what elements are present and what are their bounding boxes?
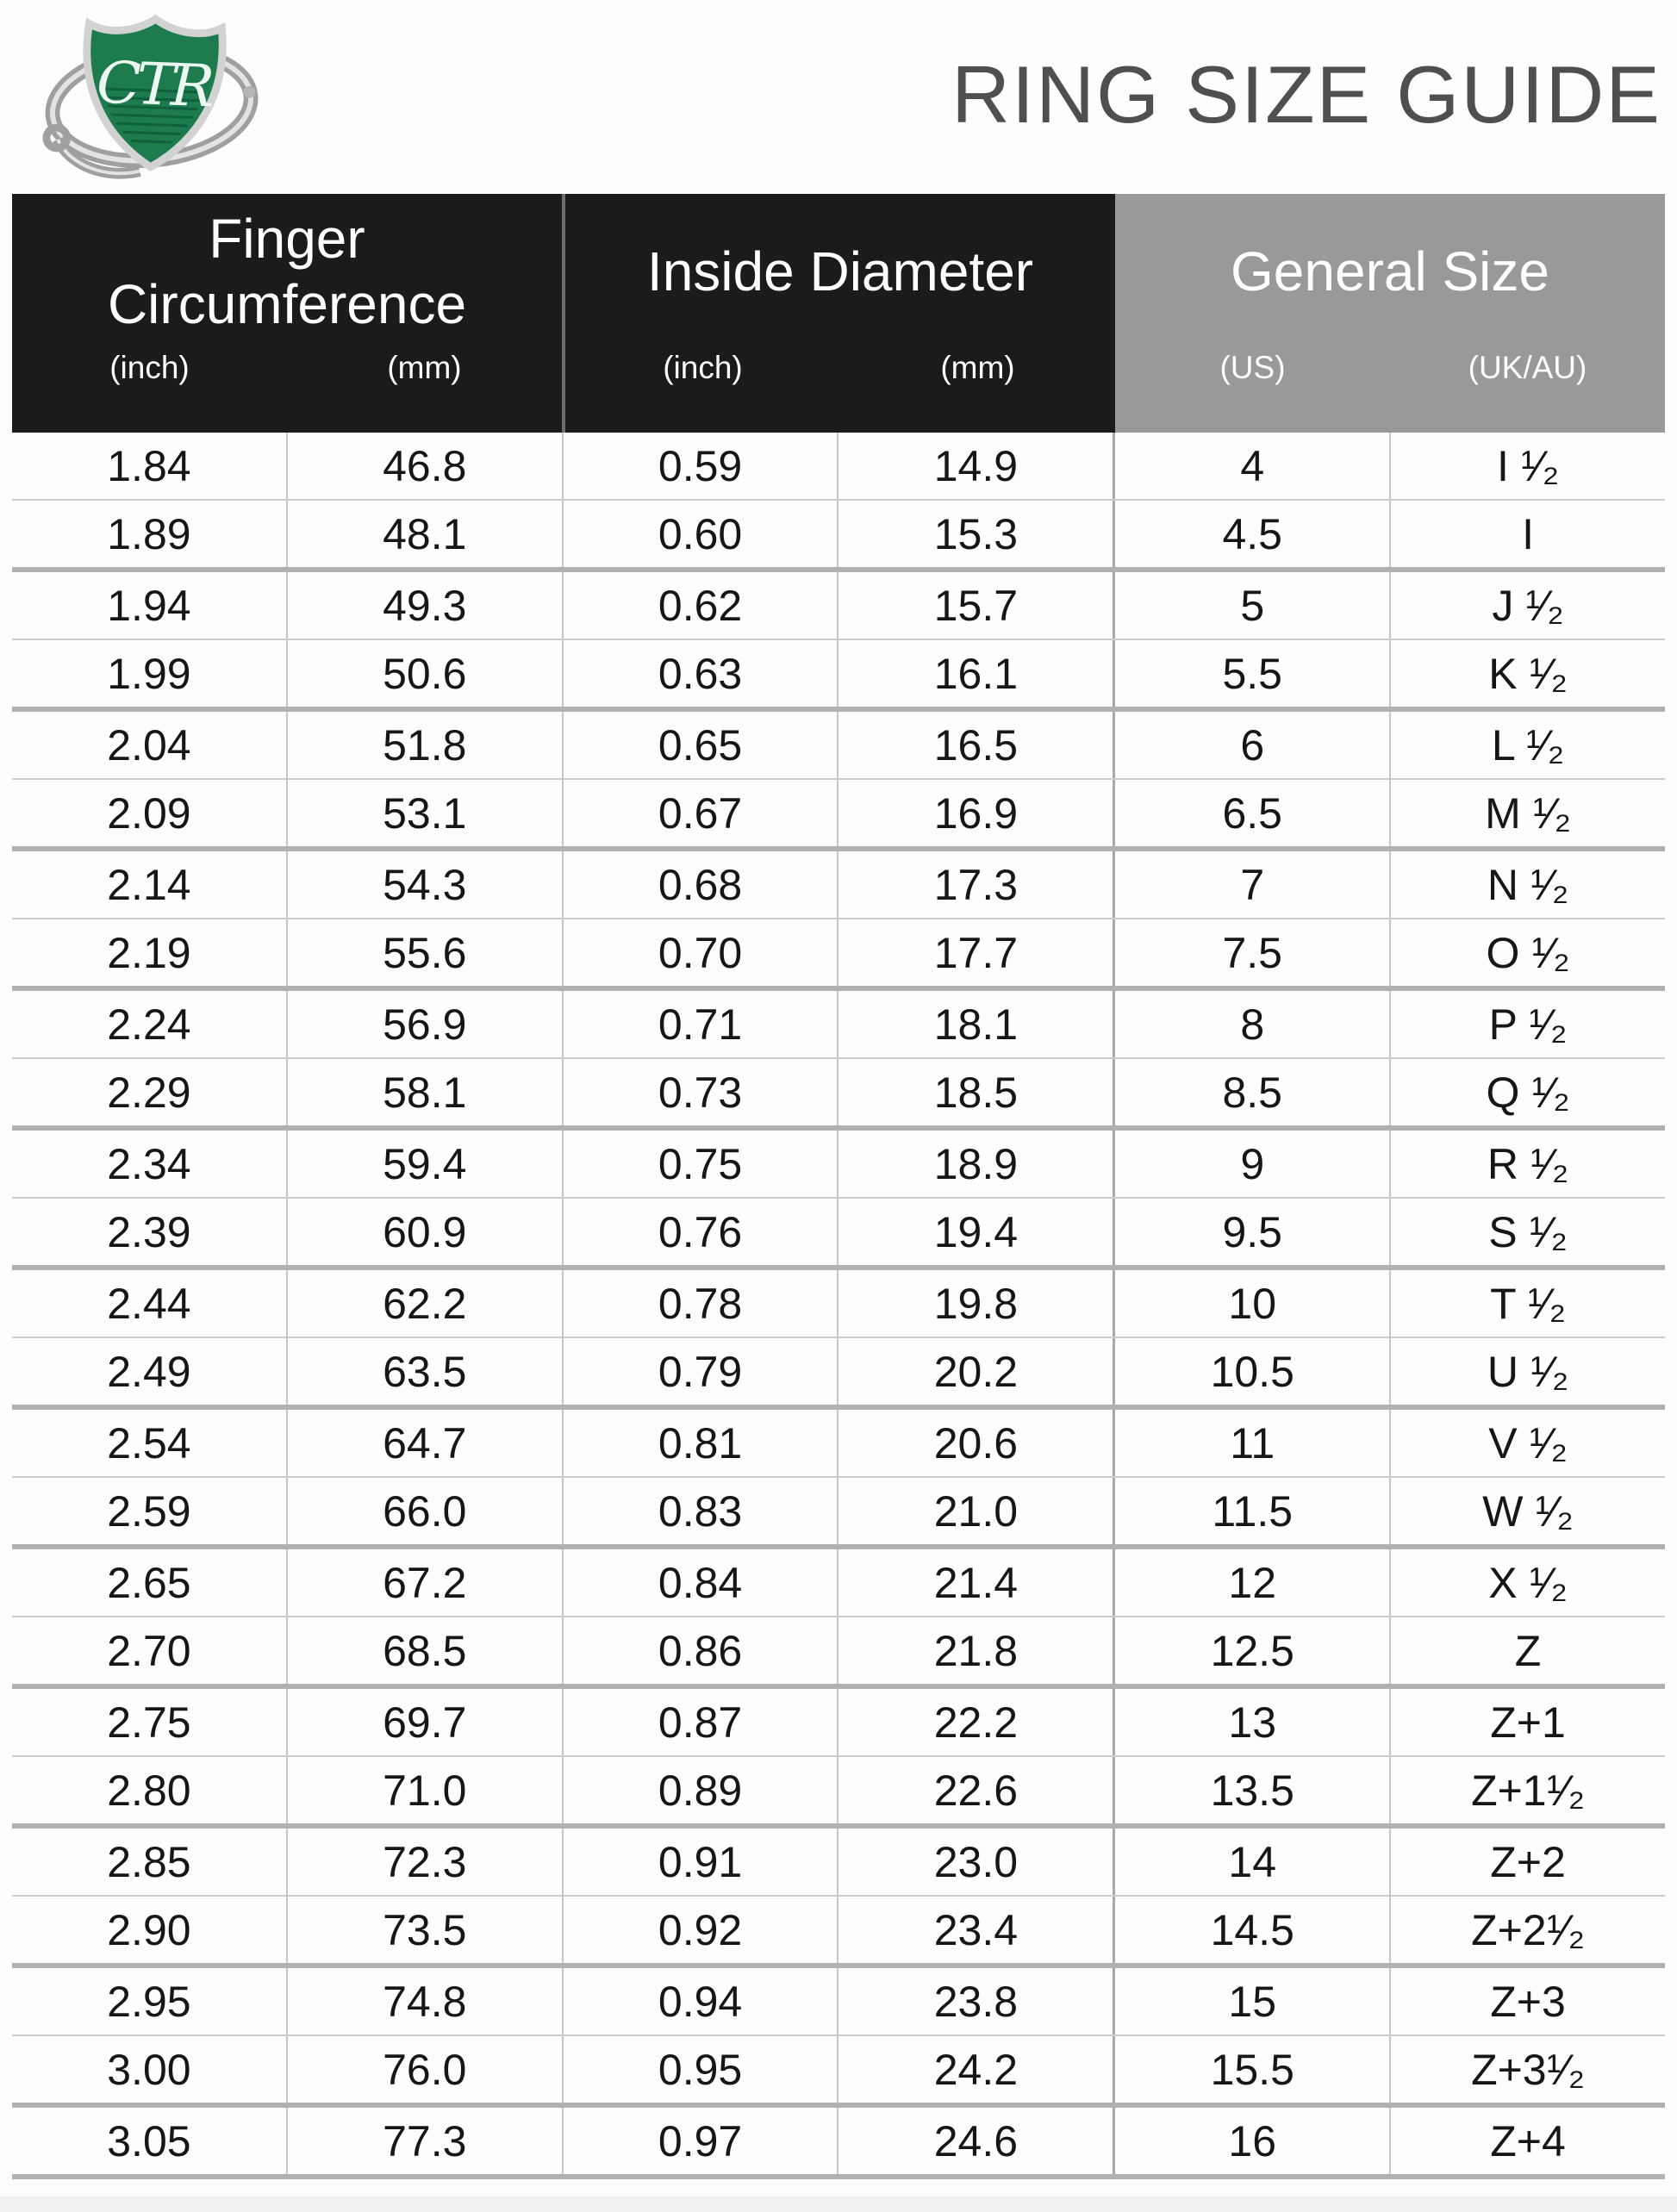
cell-diameter-mm: 24.6 — [837, 2108, 1113, 2174]
cell-diameter-inch: 0.97 — [562, 2108, 838, 2174]
table-row — [12, 1478, 1665, 1549]
group-label — [12, 194, 562, 350]
cell-size-us: 5 — [1113, 572, 1389, 639]
unit-labels — [12, 350, 562, 433]
table-row — [12, 780, 1665, 851]
table-row — [12, 433, 1665, 501]
cell-circumference-inch: 2.19 — [107, 928, 191, 977]
unit-label-uk-au: (UK/AU) — [1468, 350, 1587, 385]
cell-size-us: 16 — [1113, 2108, 1389, 2174]
cell-size-uk-au: Z+3 — [1389, 1968, 1665, 2034]
cell-circumference-inch: 2.59 — [107, 1486, 191, 1536]
cell-circumference-mm: 54.3 — [286, 851, 562, 918]
cell-circumference-inch: 1.94 — [107, 581, 191, 630]
cell-size-us: 12.5 — [1113, 1617, 1389, 1684]
cell-size-us: 14.5 — [1113, 1897, 1389, 1963]
cell-size-us: 14 — [1113, 1829, 1389, 1895]
cell-diameter-inch: 0.78 — [562, 1270, 838, 1337]
table-row — [12, 1757, 1665, 1829]
group-label-text: General Size — [1231, 240, 1549, 302]
cell-circumference-mm: 69.7 — [286, 1689, 562, 1755]
unit-label-mm: (mm) — [940, 350, 1015, 385]
cell-diameter-mm: 21.0 — [837, 1478, 1113, 1544]
cell-diameter-mm: 21.8 — [837, 1617, 1113, 1684]
cell-circumference-inch: 2.54 — [107, 1418, 191, 1467]
group-label — [1115, 194, 1665, 350]
cell-size-us: 9.5 — [1113, 1199, 1389, 1265]
cell-diameter-inch: 0.87 — [562, 1689, 838, 1755]
unit-label-inch: (inch) — [109, 350, 190, 385]
header-group-inside-diameter — [562, 194, 1115, 433]
table-row — [12, 1131, 1665, 1199]
cell-circumference-inch: 2.75 — [107, 1698, 191, 1747]
ctr-ring-logo — [22, 2, 286, 190]
cell-circumference-mm: 73.5 — [286, 1897, 562, 1963]
header-group-general-size — [1115, 194, 1665, 433]
cell-size-uk-au: S ¹⁄₂ — [1389, 1199, 1665, 1265]
ctr-ring-icon — [22, 2, 286, 190]
cell-size-uk-au: U ¹⁄₂ — [1389, 1338, 1665, 1405]
cell-diameter-mm: 18.1 — [837, 991, 1113, 1057]
cell-diameter-inch: 0.84 — [562, 1549, 838, 1616]
cell-circumference-mm: 50.6 — [286, 640, 562, 707]
unit-label-inch: (inch) — [663, 350, 743, 385]
table-row — [12, 2108, 1665, 2179]
cell-size-uk-au: V ¹⁄₂ — [1389, 1410, 1665, 1476]
cell-circumference-inch: 2.14 — [107, 860, 191, 909]
cell-size-uk-au: Z+4 — [1389, 2108, 1665, 2174]
cell-circumference-inch: 2.34 — [107, 1139, 191, 1188]
cell-diameter-mm: 22.2 — [837, 1689, 1113, 1755]
cell-size-uk-au: Q ¹⁄₂ — [1389, 1059, 1665, 1125]
cell-circumference-inch: 2.95 — [107, 1977, 191, 2026]
cell-circumference-mm: 74.8 — [286, 1968, 562, 2034]
footer-strip — [0, 2196, 1677, 2212]
unit-label-us: (US) — [1219, 350, 1286, 385]
cell-diameter-mm: 17.7 — [837, 919, 1113, 986]
table-row — [12, 712, 1665, 780]
cell-size-us: 6.5 — [1113, 780, 1389, 846]
ring-size-table — [12, 194, 1665, 2179]
table-row — [12, 1338, 1665, 1410]
cell-size-uk-au: Z+1¹⁄₂ — [1389, 1757, 1665, 1823]
cell-diameter-mm: 22.6 — [837, 1757, 1113, 1823]
cell-diameter-inch: 0.68 — [562, 851, 838, 918]
cell-size-uk-au: Z+3¹⁄₂ — [1389, 2036, 1665, 2103]
cell-circumference-mm: 48.1 — [286, 501, 562, 567]
ctr-monogram: CTR — [95, 48, 212, 121]
table-row — [12, 919, 1665, 991]
cell-circumference-mm: 71.0 — [286, 1757, 562, 1823]
table-row — [12, 1617, 1665, 1689]
cell-circumference-mm: 53.1 — [286, 780, 562, 846]
cell-size-us: 11 — [1113, 1410, 1389, 1476]
table-row — [12, 1199, 1665, 1270]
table-row — [12, 2036, 1665, 2108]
cell-size-uk-au: M ¹⁄₂ — [1389, 780, 1665, 846]
cell-size-us: 8 — [1113, 991, 1389, 1057]
cell-diameter-mm: 16.9 — [837, 780, 1113, 846]
cell-diameter-inch: 0.94 — [562, 1968, 838, 2034]
cell-diameter-mm: 16.5 — [837, 712, 1113, 778]
table-row — [12, 1829, 1665, 1897]
cell-circumference-inch: 2.49 — [107, 1347, 191, 1396]
cell-size-us: 15 — [1113, 1968, 1389, 2034]
cell-diameter-mm: 18.9 — [837, 1131, 1113, 1197]
cell-diameter-inch: 0.65 — [562, 712, 838, 778]
cell-diameter-mm: 23.8 — [837, 1968, 1113, 2034]
cell-size-uk-au: R ¹⁄₂ — [1389, 1131, 1665, 1197]
cell-circumference-inch: 2.04 — [107, 720, 191, 770]
table-row — [12, 1270, 1665, 1338]
cell-size-uk-au: Z+2¹⁄₂ — [1389, 1897, 1665, 1963]
cell-diameter-inch: 0.92 — [562, 1897, 838, 1963]
cell-circumference-mm: 72.3 — [286, 1829, 562, 1895]
cell-circumference-inch: 2.70 — [107, 1626, 191, 1675]
cell-diameter-inch: 0.75 — [562, 1131, 838, 1197]
unit-labels — [1115, 350, 1665, 433]
cell-circumference-inch: 2.39 — [107, 1207, 191, 1256]
cell-diameter-mm: 20.2 — [837, 1338, 1113, 1405]
cell-circumference-inch: 2.44 — [107, 1279, 191, 1328]
table-row — [12, 640, 1665, 712]
cell-circumference-mm: 58.1 — [286, 1059, 562, 1125]
cell-circumference-inch: 2.85 — [107, 1837, 191, 1886]
cell-size-uk-au: N ¹⁄₂ — [1389, 851, 1665, 918]
cell-size-us: 15.5 — [1113, 2036, 1389, 2103]
cell-circumference-inch: 2.65 — [107, 1558, 191, 1607]
cell-size-us: 9 — [1113, 1131, 1389, 1197]
cell-circumference-mm: 67.2 — [286, 1549, 562, 1616]
group-label-text: Inside Diameter — [646, 240, 1034, 302]
page-title: RING SIZE GUIDE — [951, 49, 1661, 140]
cell-diameter-mm: 19.8 — [837, 1270, 1113, 1337]
group-label — [565, 194, 1115, 350]
cell-circumference-mm: 68.5 — [286, 1617, 562, 1684]
table-row — [12, 1410, 1665, 1478]
cell-size-uk-au: I ¹⁄₂ — [1389, 433, 1665, 499]
cell-size-us: 6 — [1113, 712, 1389, 778]
table-row — [12, 991, 1665, 1059]
cell-size-uk-au: Z — [1389, 1617, 1665, 1684]
cell-diameter-mm: 16.1 — [837, 640, 1113, 707]
cell-circumference-mm: 64.7 — [286, 1410, 562, 1476]
cell-circumference-inch: 2.09 — [107, 788, 191, 838]
cell-diameter-mm: 20.6 — [837, 1410, 1113, 1476]
cell-diameter-inch: 0.89 — [562, 1757, 838, 1823]
unit-label-mm: (mm) — [387, 350, 462, 385]
cell-diameter-mm: 24.2 — [837, 2036, 1113, 2103]
cell-diameter-inch: 0.59 — [562, 433, 838, 499]
cell-circumference-mm: 60.9 — [286, 1199, 562, 1265]
cell-circumference-mm: 55.6 — [286, 919, 562, 986]
cell-diameter-mm: 23.4 — [837, 1897, 1113, 1963]
cell-circumference-mm: 49.3 — [286, 572, 562, 639]
cell-circumference-mm: 76.0 — [286, 2036, 562, 2103]
header-group-finger-circumference — [12, 194, 562, 433]
table-row — [12, 1897, 1665, 1968]
cell-diameter-mm: 14.9 — [837, 433, 1113, 499]
table-body — [12, 433, 1665, 2179]
cell-size-us: 13 — [1113, 1689, 1389, 1755]
cell-size-us: 4.5 — [1113, 501, 1389, 567]
cell-circumference-mm: 59.4 — [286, 1131, 562, 1197]
cell-circumference-inch: 1.84 — [107, 441, 191, 490]
group-label-text: Finger Circumference — [107, 207, 467, 335]
cell-diameter-mm: 15.7 — [837, 572, 1113, 639]
table-row — [12, 1968, 1665, 2036]
table-row — [12, 1689, 1665, 1757]
cell-size-us: 13.5 — [1113, 1757, 1389, 1823]
cell-circumference-inch: 2.24 — [107, 1000, 191, 1049]
cell-diameter-mm: 19.4 — [837, 1199, 1113, 1265]
cell-size-us: 10 — [1113, 1270, 1389, 1337]
cell-size-uk-au: Z+2 — [1389, 1829, 1665, 1895]
cell-circumference-mm: 56.9 — [286, 991, 562, 1057]
cell-size-us: 11.5 — [1113, 1478, 1389, 1544]
table-header — [12, 194, 1665, 433]
cell-circumference-mm: 66.0 — [286, 1478, 562, 1544]
cell-diameter-mm: 17.3 — [837, 851, 1113, 918]
cell-circumference-mm: 63.5 — [286, 1338, 562, 1405]
cell-size-us: 12 — [1113, 1549, 1389, 1616]
cell-circumference-inch: 2.80 — [107, 1766, 191, 1815]
cell-size-uk-au: O ¹⁄₂ — [1389, 919, 1665, 986]
cell-diameter-inch: 0.81 — [562, 1410, 838, 1476]
cell-diameter-inch: 0.86 — [562, 1617, 838, 1684]
cell-circumference-inch: 1.89 — [107, 509, 191, 558]
cell-diameter-inch: 0.76 — [562, 1199, 838, 1265]
cell-size-uk-au: J ¹⁄₂ — [1389, 572, 1665, 639]
cell-circumference-inch: 2.29 — [107, 1068, 191, 1117]
table-row — [12, 572, 1665, 640]
cell-circumference-mm: 77.3 — [286, 2108, 562, 2174]
cell-circumference-mm: 62.2 — [286, 1270, 562, 1337]
table-row — [12, 851, 1665, 919]
cell-size-us: 10.5 — [1113, 1338, 1389, 1405]
cell-diameter-mm: 18.5 — [837, 1059, 1113, 1125]
unit-labels — [565, 350, 1115, 433]
cell-size-uk-au: T ¹⁄₂ — [1389, 1270, 1665, 1337]
cell-size-uk-au: X ¹⁄₂ — [1389, 1549, 1665, 1616]
cell-size-uk-au: Z+1 — [1389, 1689, 1665, 1755]
cell-size-uk-au: W ¹⁄₂ — [1389, 1478, 1665, 1544]
cell-diameter-inch: 0.79 — [562, 1338, 838, 1405]
table-row — [12, 1549, 1665, 1617]
table-row — [12, 1059, 1665, 1131]
cell-diameter-inch: 0.95 — [562, 2036, 838, 2103]
cell-circumference-mm: 51.8 — [286, 712, 562, 778]
cell-circumference-inch: 3.00 — [107, 2045, 191, 2094]
cell-circumference-inch: 3.05 — [107, 2116, 191, 2165]
cell-diameter-inch: 0.70 — [562, 919, 838, 986]
cell-size-us: 4 — [1113, 433, 1389, 499]
cell-size-us: 7 — [1113, 851, 1389, 918]
cell-size-uk-au: L ¹⁄₂ — [1389, 712, 1665, 778]
cell-size-uk-au: P ¹⁄₂ — [1389, 991, 1665, 1057]
table-row — [12, 501, 1665, 572]
cell-size-uk-au: K ¹⁄₂ — [1389, 640, 1665, 707]
cell-size-us: 8.5 — [1113, 1059, 1389, 1125]
cell-diameter-inch: 0.60 — [562, 501, 838, 567]
cell-diameter-inch: 0.83 — [562, 1478, 838, 1544]
cell-circumference-inch: 2.90 — [107, 1905, 191, 1954]
cell-diameter-inch: 0.73 — [562, 1059, 838, 1125]
cell-size-us: 5.5 — [1113, 640, 1389, 707]
cell-diameter-inch: 0.91 — [562, 1829, 838, 1895]
cell-circumference-inch: 1.99 — [107, 649, 191, 698]
cell-diameter-inch: 0.67 — [562, 780, 838, 846]
cell-diameter-inch: 0.71 — [562, 991, 838, 1057]
cell-diameter-inch: 0.63 — [562, 640, 838, 707]
cell-size-us: 7.5 — [1113, 919, 1389, 986]
cell-size-uk-au: I — [1389, 501, 1665, 567]
cell-diameter-mm: 15.3 — [837, 501, 1113, 567]
cell-diameter-inch: 0.62 — [562, 572, 838, 639]
cell-diameter-mm: 21.4 — [837, 1549, 1113, 1616]
cell-circumference-mm: 46.8 — [286, 433, 562, 499]
cell-diameter-mm: 23.0 — [837, 1829, 1113, 1895]
